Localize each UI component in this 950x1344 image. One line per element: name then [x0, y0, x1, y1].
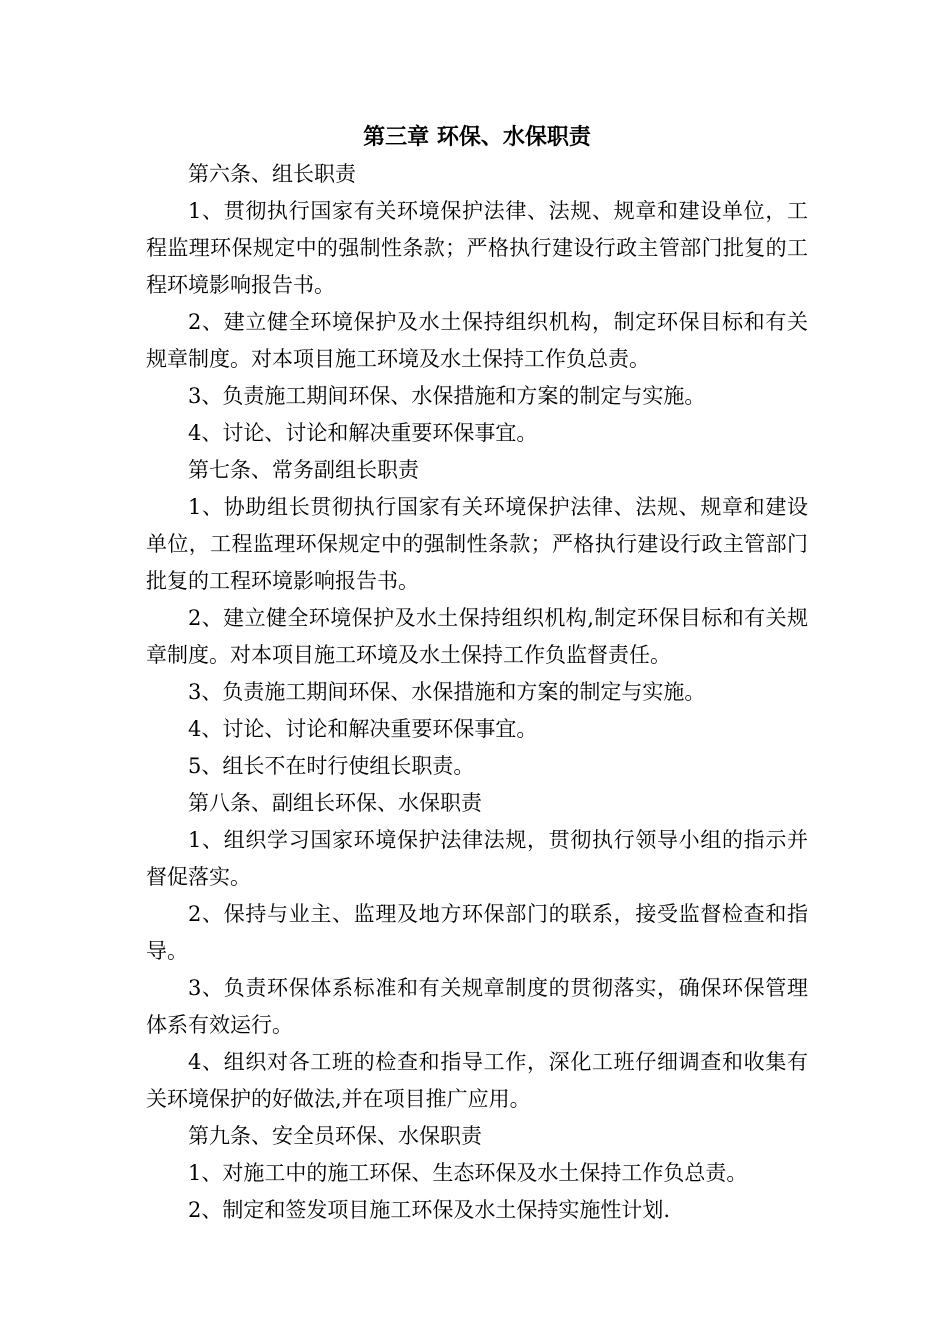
- document-body: [146, 118, 808, 1229]
- article-8-heading: 第八条、副组长环保、水保职责: [188, 791, 482, 815]
- article-6-item-1: 1、贯彻执行国家有关环境保护法律、法规、规章和建设单位，工程监理环保规定中的强制性条款；严格执行建设行政主管部门批复的工程环境影响报告书。: [146, 199, 808, 297]
- article-8-item-4: 4、组织对各工班的检查和指导工作，深化工班仔细调查和收集有关环境保护的好做法,并在项目推广应用。: [146, 1050, 808, 1111]
- article-7-item-3: 3、负责施工期间环保、水保措施和方案的制定与实施。: [188, 680, 706, 704]
- article-8-item-2: 2、保持与业主、监理及地方环保部门的联系，接受监督检查和指导。: [146, 902, 808, 963]
- chapter-title: 第三章 环保、水保职责: [363, 124, 591, 150]
- article-6-heading: 第六条、组长职责: [188, 162, 356, 186]
- article-9-heading: 第九条、安全员环保、水保职责: [188, 1124, 482, 1148]
- article-7-heading: 第七条、常务副组长职责: [188, 458, 419, 482]
- article-9-item-2: 2、制定和签发项目施工环保及水土保持实施性计划.: [188, 1198, 671, 1222]
- article-9-item-1: 1、对施工中的施工环保、生态环保及水土保持工作负总责。: [188, 1161, 748, 1185]
- article-6-item-2: 2、建立健全环境保护及水土保持组织机构，制定环保目标和有关规章制度。对本项目施工环境及水土保持工作负总责。: [146, 310, 808, 371]
- article-7-item-4: 4、讨论、讨论和解决重要环保事宜。: [188, 717, 538, 741]
- article-7-item-1: 1、协助组长贯彻执行国家有关环境保护法律、法规、规章和建设单位，工程监理环保规定中的强制性条款；严格执行建设行政主管部门批复的工程环境影响报告书。: [146, 495, 808, 593]
- article-8-item-1: 1、组织学习国家环境保护法律法规，贯彻执行领导小组的指示并督促落实。: [146, 828, 808, 889]
- article-7-item-5: 5、组长不在时行使组长职责。: [188, 754, 475, 778]
- article-6-item-3: 3、负责施工期间环保、水保措施和方案的制定与实施。: [188, 384, 706, 408]
- article-7-item-2: 2、建立健全环境保护及水土保持组织机构,制定环保目标和有关规章制度。对本项目施工环境及水土保持工作负监督责任。: [146, 606, 808, 667]
- article-8-item-3: 3、负责环保体系标准和有关规章制度的贯彻落实，确保环保管理体系有效运行。: [146, 976, 808, 1037]
- article-6-item-4: 4、讨论、讨论和解决重要环保事宜。: [188, 421, 538, 445]
